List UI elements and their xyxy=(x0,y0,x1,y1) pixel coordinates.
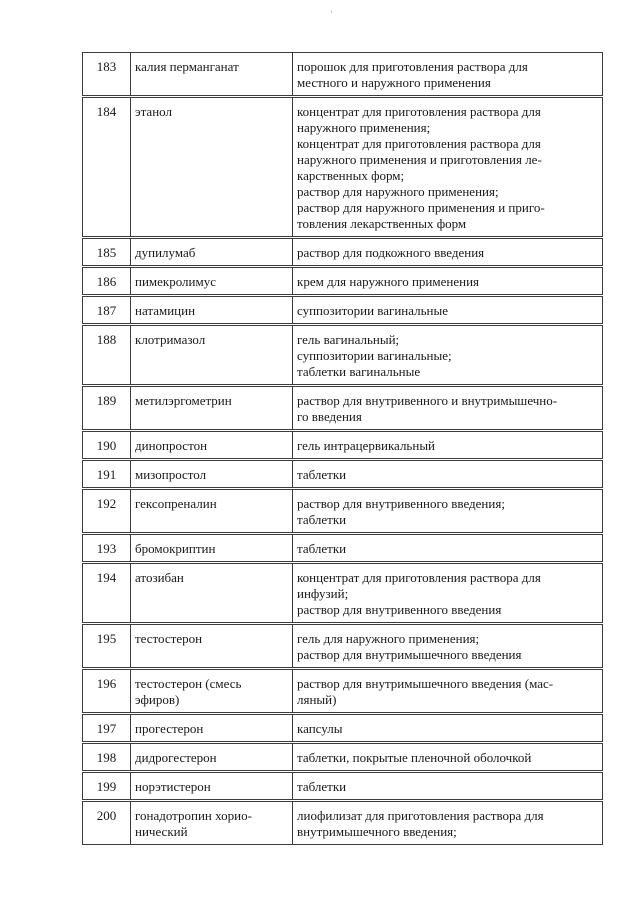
drug-name: пимекролимус xyxy=(131,267,293,296)
row-number: 191 xyxy=(83,460,131,489)
row-number: 193 xyxy=(83,534,131,563)
table-row xyxy=(83,431,603,460)
dosage-forms: таблетки xyxy=(293,460,603,489)
drug-name: этанол xyxy=(131,97,293,238)
drug-name: мизопростол xyxy=(131,460,293,489)
row-number: 194 xyxy=(83,563,131,624)
row-number: 196 xyxy=(83,669,131,714)
row-number: 187 xyxy=(83,296,131,325)
dosage-forms: таблетки, покрытые пленочной оболочкой xyxy=(293,743,603,772)
row-number: 185 xyxy=(83,238,131,267)
table-row xyxy=(83,267,603,296)
drug-name: динопростон xyxy=(131,431,293,460)
drug-name: тестостерон (смесь эфиров) xyxy=(131,669,293,714)
drug-name: натамицин xyxy=(131,296,293,325)
table-row xyxy=(83,563,603,624)
table-row xyxy=(83,743,603,772)
row-number: 197 xyxy=(83,714,131,743)
dosage-forms: таблетки xyxy=(293,534,603,563)
row-number: 199 xyxy=(83,772,131,801)
dosage-forms: крем для наружного применения xyxy=(293,267,603,296)
dosage-forms: раствор для внутривенного и внутримышечно- го введения xyxy=(293,386,603,431)
page-scan-mark xyxy=(331,10,332,13)
row-number: 183 xyxy=(83,53,131,97)
table-row xyxy=(83,772,603,801)
table-row xyxy=(83,238,603,267)
table-row xyxy=(83,669,603,714)
row-number: 190 xyxy=(83,431,131,460)
drug-name: метилэргометрин xyxy=(131,386,293,431)
dosage-forms: таблетки xyxy=(293,772,603,801)
dosage-forms: раствор для подкожного введения xyxy=(293,238,603,267)
dosage-forms: гель для наружного применения; раствор для внутримышечного введения xyxy=(293,624,603,669)
table-row xyxy=(83,97,603,238)
row-number: 195 xyxy=(83,624,131,669)
table-row xyxy=(83,489,603,534)
row-number: 200 xyxy=(83,801,131,845)
row-number: 192 xyxy=(83,489,131,534)
table-row xyxy=(83,534,603,563)
drug-name: дупилумаб xyxy=(131,238,293,267)
dosage-forms: раствор для внутримышечного введения (мас- ляный) xyxy=(293,669,603,714)
dosage-forms: капсулы xyxy=(293,714,603,743)
drug-name: атозибан xyxy=(131,563,293,624)
row-number: 186 xyxy=(83,267,131,296)
table-row xyxy=(83,624,603,669)
table-body xyxy=(83,53,603,845)
drug-name: калия перманганат xyxy=(131,53,293,97)
drug-name: тестостерон xyxy=(131,624,293,669)
dosage-forms: порошок для приготовления раствора для местного и наружного применения xyxy=(293,53,603,97)
dosage-forms: гель интрацервикальный xyxy=(293,431,603,460)
table-row xyxy=(83,801,603,845)
table-row xyxy=(83,460,603,489)
dosage-forms: лиофилизат для приготовления раствора для внутримышечного введения; xyxy=(293,801,603,845)
dosage-forms: суппозитории вагинальные xyxy=(293,296,603,325)
row-number: 198 xyxy=(83,743,131,772)
drug-name: клотримазол xyxy=(131,325,293,386)
row-number: 184 xyxy=(83,97,131,238)
dosage-forms: концентрат для приготовления раствора для наружного применения; концентрат для приготовления раствора для наружного применения и приготовления ле- карственных форм; раствор для наружного применения; раствор для наружного применения и приго- товления лекарственных форм xyxy=(293,97,603,238)
drug-name: норэтистерон xyxy=(131,772,293,801)
drug-name: дидрогестерон xyxy=(131,743,293,772)
drug-name: гексопреналин xyxy=(131,489,293,534)
table-row xyxy=(83,53,603,97)
table-row xyxy=(83,386,603,431)
dosage-forms: гель вагинальный; суппозитории вагинальные; таблетки вагинальные xyxy=(293,325,603,386)
drug-name: прогестерон xyxy=(131,714,293,743)
table-row xyxy=(83,296,603,325)
table-row xyxy=(83,325,603,386)
dosage-forms: раствор для внутривенного введения; таблетки xyxy=(293,489,603,534)
row-number: 189 xyxy=(83,386,131,431)
medicines-table xyxy=(82,52,603,845)
table-row xyxy=(83,714,603,743)
row-number: 188 xyxy=(83,325,131,386)
dosage-forms: концентрат для приготовления раствора для инфузий; раствор для внутривенного введения xyxy=(293,563,603,624)
drug-name: гонадотропин хорио- нический xyxy=(131,801,293,845)
drug-name: бромокриптин xyxy=(131,534,293,563)
